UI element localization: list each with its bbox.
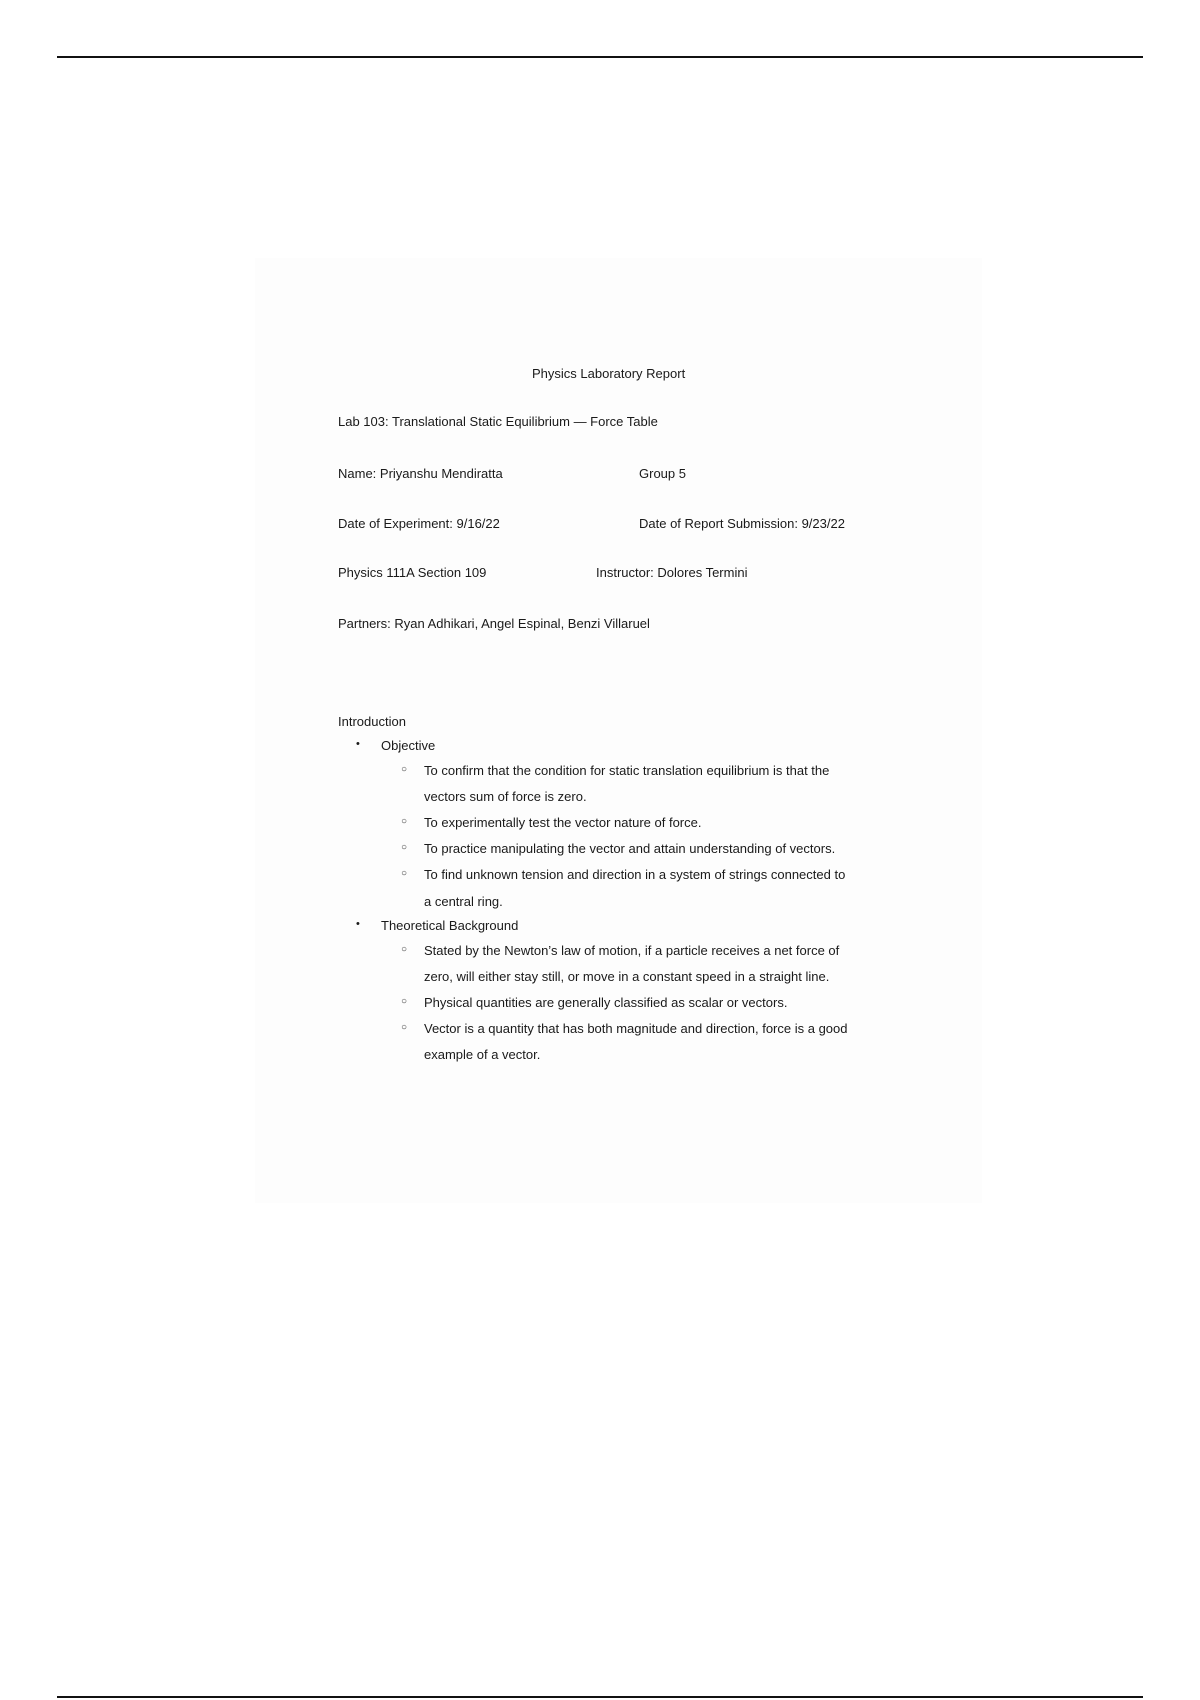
circle-bullet-icon: ○ [401, 868, 408, 879]
background-item-text: example of a vector. [424, 1047, 541, 1062]
circle-bullet-icon: ○ [401, 996, 408, 1007]
student-name: Name: Priyanshu Mendiratta [338, 466, 503, 481]
background-heading: Theoretical Background [381, 918, 519, 933]
instructor-name: Instructor: Dolores Termini [596, 565, 748, 580]
objective-item-text: vectors sum of force is zero. [424, 789, 587, 804]
lab-partners: Partners: Ryan Adhikari, Angel Espinal, Benzi Villaruel [338, 616, 650, 631]
circle-bullet-icon: ○ [401, 764, 408, 775]
objective-item-text: To experimentally test the vector nature of force. [424, 815, 702, 830]
objective-item-text: a central ring. [424, 894, 503, 909]
background-item-text: zero, will either stay still, or move in a constant speed in a straight line. [424, 969, 830, 984]
background-item-text: Stated by the Newton’s law of motion, if a particle receives a net force of [424, 943, 840, 958]
objective-item-text: To practice manipulating the vector and attain understanding of vectors. [424, 841, 836, 856]
objective-item-text: To confirm that the condition for static translation equilibrium is that the [424, 763, 830, 778]
circle-bullet-icon: ○ [401, 816, 408, 827]
bullet-icon: • [356, 738, 360, 750]
bullet-icon: • [356, 918, 360, 930]
circle-bullet-icon: ○ [401, 842, 408, 853]
report-title: Physics Laboratory Report [532, 366, 686, 381]
experiment-date: Date of Experiment: 9/16/22 [338, 516, 500, 531]
objective-heading: Objective [381, 738, 436, 753]
background-item-text: Physical quantities are generally classified as scalar or vectors. [424, 995, 788, 1010]
course-section: Physics 111A Section 109 [338, 565, 487, 580]
group-number: Group 5 [639, 466, 686, 481]
document-page [255, 258, 982, 1203]
section-heading-introduction: Introduction [338, 714, 406, 729]
submission-date: Date of Report Submission: 9/23/22 [639, 516, 845, 531]
background-item-text: Vector is a quantity that has both magnitude and direction, force is a good [424, 1021, 848, 1036]
circle-bullet-icon: ○ [401, 1022, 408, 1033]
top-divider [57, 56, 1143, 58]
circle-bullet-icon: ○ [401, 944, 408, 955]
lab-title: Lab 103: Translational Static Equilibrium — Force Table [338, 414, 658, 429]
objective-item-text: To find unknown tension and direction in a system of strings connected to [424, 867, 846, 882]
bottom-divider [57, 1696, 1143, 1698]
